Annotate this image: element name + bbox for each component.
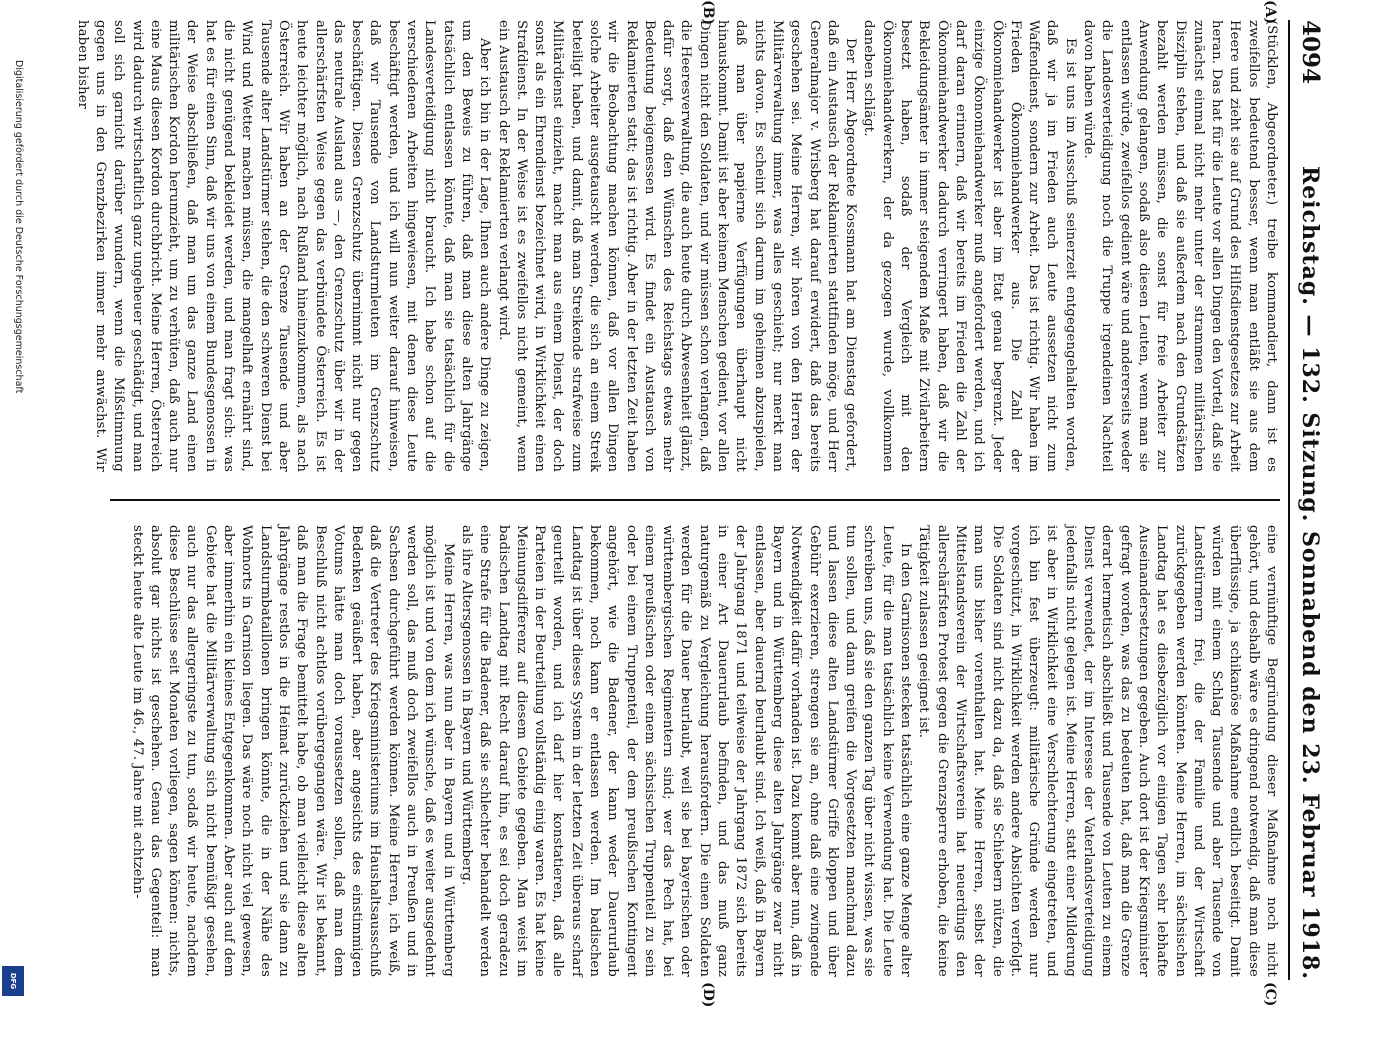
rotated-newspaper-page (28, 0, 1328, 1008)
running-title: Reichstag. — 132. Sitzung. Sonnabend den 23. Februar 1918. (1297, 166, 1323, 980)
margin-marker-a: (A) (1262, 0, 1278, 25)
margin-marker-c: (C) (1262, 982, 1278, 1007)
right-paragraph-3: Meine Herren, was nun aber in Bayern und in Württemberg möglich ist und von dem ich wünsche, daß es weiter ausgedehnt werden soll, das muß doch zweifellos auch in Preußen und in Sachsen durchgeführt werden können. Meine Herren, ich weiß, daß die Vertreter des Kriegsministeriums im Haushaltsausschuß Bedenken geäußert haben, aber angesichts des einstimmigen Votums hätte man doch voraussetzen sollen, daß man dem Beschluß nicht achtlos vorübergegangen wäre. Wir ist bekannt, daß man die Frage bemittelt habe, ob man vielleicht diese alten Jahrgänge restlos in die Heimat zurückziehen und sie dann zu Landsturmbataillonen bringen könnte, die in der Nähe des Wohnorts in Garnison liegen. Das wäre noch nicht viel gewesen, aber immerhin ein kleines Entgegenkommen. Aber auch auf dem Gebiete hat die Militärverwaltung sich nicht bemüßigt gesehen, auch nur das allergeringste zu tun, sodaß wir heute, nachdem diese Beschlüsse seit Monaten vorliegen, sagen können: nichts, absolut gar nichts ist geschehen. Genau das Gegenteil: man steckt heute alte Leute im 46., 47. Jahre mit achtzehn- (129, 525, 456, 977)
right-paragraph-1: eine vernünftige Begründung dieser Maßnahme noch nicht gehört, und deshalb wäre es dringend notwendig, daß man diese überflüssige, ja schikanöse Maßnahme endlich beseitigt. Damit würden mit einem Schlag Tausende und aber Tausende von Landstürmern frei, die der Familie und der Wirtschaft zurückgegeben werden könnten. Meine Herren, im sächsischen Landtag hat es diesbezüglich vor einigen Tagen sehr lebhafte Auseinandersetzungen gegeben. Auch dort ist der Kriegsminister gefragt worden, was das zu bedeuten hat, daß man die Grenze derart hermetisch abschließt und Tausende von Leuten zu einem Dienst verwendet, der im Interesse der Vaterlandsverteidigung jedenfalls nicht gelegen ist. Meine Herren, statt einer Milderung ist aber in Wirklichkeit eine Verschlechterung eingetreten, und ich bin fest überzeugt: militärische Gründe werden nur vorgeschützt, in Wirklichkeit werden andere Absichten verfolgt. Die Soldaten sind nicht dazu da, daß sie Schiebern nützen, die man uns bisher vorenthalten hat. Meine Herren, selbst der Mittelstandsverein der Wirtschaftsverein hat neuerdings den allerschärfsten Protest gegen die Grenzsperre erhoben, die keine Tätigkeit zulassen geeignet ist. (916, 525, 1279, 977)
left-paragraph-2: Es ist uns im Ausschuß seinerzeit entgegengehalten worden, daß wir ja im Frieden auch Leute aussetzen nicht zum Waffendienst, sondern zur Arbeit. Das ist richtig. Wir haben im Frieden Ökonomiehandwerker aus. Die Zahl der Ökonomiehandwerker ist aber im Etat genau begrenzt. Jeder einzige Ökonomiehandwerker muß angefordert werden, und ich darf daran erinnern, daß wir bereits im Frieden die Zahl der Ökonomiehandwerker dadurch verringert haben, daß wir die Bekleidungsämter in immer steigendem Maße mit Zivilarbeitern besetzt haben, sodaß der Vergleich mit den Ökonomiehandwerkern, der da gezogen wurde, vollkommen daneben schlägt. (861, 20, 1078, 472)
column-divider (110, 499, 1280, 501)
margin-marker-d: (D) (700, 982, 716, 1008)
left-paragraph-4: Aber ich bin in der Lage, Ihnen auch andere Dinge zu zeigen, um den Beweis zu führen, daß man diese alten Jahrgänge tatsächlich entlassen könnte, daß man sie tatsächlich für die Landesverteidigung nicht braucht. Ich habe schon auf die verschiedenen Arbeiten hingewiesen, mit denen diese Leute beschäftigt werden, und ich will nun weiter darauf hinweisen, daß wir Tausende von Landsturmleuten im Grenzschutz beschäftigen. Diesen Grenzschutz übernimmt nicht nur gegen das neutrale Ausland aus —, den Grenzschutz über wir in der allerschärfsten Weise gegen das verbündete Österreich. Es ist heute leichter möglich, nach Rußland hineinzukommen, als nach Österreich. Wir haben an der Grenze Tausende und aber Tausende alter Landstürmer stehen, die den schweren Dienst bei Wind und Wetter machen müssen, die mangelhaft ernährt sind, die nicht genügend bekleidet werden, und man fragt sich: was hat es für einen Sinn, daß wir uns von einem Bundesgenossen in der Weise abschließen, daß man um das ganze Land einen militärischen Kordon herumzieht, um zu verhüten, daß auch nur eine Maus diesen Kordon durchbricht. Meine Herren, Österreich wird dadurch wirtschaftlich ganz ungeheuer geschädigt, und man soll sich garnicht darüber wundern, wenn die Mißstimmung gegen uns in den Grenzbezirken immer mehr anwächst. Wir haben bisher (74, 20, 493, 472)
dfg-logo (2, 966, 24, 996)
dfg-logo-text: DFG (9, 972, 17, 990)
margin-marker-b: (B) (700, 0, 716, 26)
credit-text: Digitalisierung gefördert durch die Deutsche Forschungsgemeinschaft (13, 60, 24, 394)
page-number: 4094 (1297, 20, 1324, 85)
left-paragraph-1: (Stücklen, Abgeordneter.) treibe kommandiert, dann ist es zweifellos bedeutend besser, wenn man entläßt sie aus dem Heere und zieht sie auf Grund des Hilfsdienstgesetzes zur Arbeit heran. Das hat für die Leute vor allen Dingen den Vorteil, daß sie zunächst einmal nicht mehr unter der strammen militärischen Disziplin stehen, und daß sie außerdem nach den Grundsätzen bezahlt werden müssen, die sonst für freie Arbeiter zur Anwendung gelangen, sodaß also diesen Leuten, wenn man sie entlassen würde, zweifellos gedient wäre und andererseits weder die Landesverteidigung noch die Truppe irgendeinen Nachteil davon haben würde. (1081, 20, 1279, 472)
page-header (1292, 20, 1324, 980)
right-column (100, 525, 1280, 977)
right-paragraph-2: In den Garnisonen stecken tatsächlich eine ganze Menge alter Leute, für die man tatsächlich keine Verwendung hat. Die Leute schreiben uns, daß sie den ganzen Tag über nicht wissen, was sie tun sollen, und dann greifen die Vorgesetzten manchmal dazu und lassen diese alten Landstürmer Griffe kloppen und über Gebühr exerzieren, strengen sie an, ohne daß eine zwingende Notwendigkeit dafür vorhanden ist. Dazu kommt aber nun, daß in Bayern und in Württemberg diese alten Jahrgänge zwar nicht entlassen, aber dauernd beurlaubt sind. Ich weiß, daß in Bayern der Jahrgang 1871 und teilweise der Jahrgang 1872 sich bereits in einer Art Dauerurlaub befinden, und das muß ganz naturgemäß zu Vergleichung herausfordern. Die einen Soldaten werden für die Dauer beurlaubt, weil sie bei bayerischen oder württembergischen Regimentern sind; wer das Pech hat, bei einem preußischen oder einem sächsischen Truppenteil zu sein oder bei einem Truppenteil, der dem preußischen Kontingent angehört, wie die Badener, der kann weder Dauerurlaub bekommen, noch kann er entlassen werden. Im badischen Landtag ist über dieses System in der letzten Zeit überaus scharf geurteilt worden, und ich darf hier konstatieren, daß alle Parteien in der Beurteilung vollständig einig waren. Es hat keine Meinungsdifferenz auf diesem Gebiete gegeben. Man weist im badischen Landtag mit Recht darauf hin, es sei doch geradezu eine Strafe für die Badener, daß sie schlechter behandelt werden als ihre Altersgenossen in Bayern und Württemberg. (458, 525, 914, 977)
digitization-credit (4, 0, 26, 1000)
left-column (74, 20, 1280, 472)
header-rule (1288, 20, 1290, 980)
left-paragraph-3: Der Herr Abgeordnete Kossmann hat am Dienstag gefordert, daß ein Austausch der Reklamierten stattfinden möge, und Herr Generalmajor v. Wrisberg hat darauf erwidert, daß das bereits geschehen sei. Meine Herren, wir hören von den Herren der Militärverwaltung immer, was alles geschieht; nur merkt man nichts davon. Es scheint sich darum im geheimen abzuspielen, daß man über papierne Verfügungen überhaupt nicht hinauskommt. Damit ist aber keinem Menschen gedient, vor allen Dingen nicht den Soldaten, und wir müssen schon verlangen, daß die Heeresverwaltung, die auch heute durch Abwesenheit glänzt, dafür sorgt, daß den Wünschen des Reichstags etwas mehr Bedeutung beigemessen wird. Es findet ein Austausch von Reklamierten statt; das ist richtig. Aber in der letzten Zeit haben wir die Beobachtung machen können, daß vor allen Dingen solche Arbeiter ausgetauscht werden, die sich an einem Streik beteiligt haben, und damit, daß man Streikende strafweise zum Militärdienst einzieht, macht man aus einem Dienst, der doch sonst als ein Ehrendienst bezeichnet wird, in Wirklichkeit einen Strafdienst. In der Weise ist es zweifellos nicht gemeint, wenn ein Austausch der Reklamierten verlangt wird. (495, 20, 859, 472)
